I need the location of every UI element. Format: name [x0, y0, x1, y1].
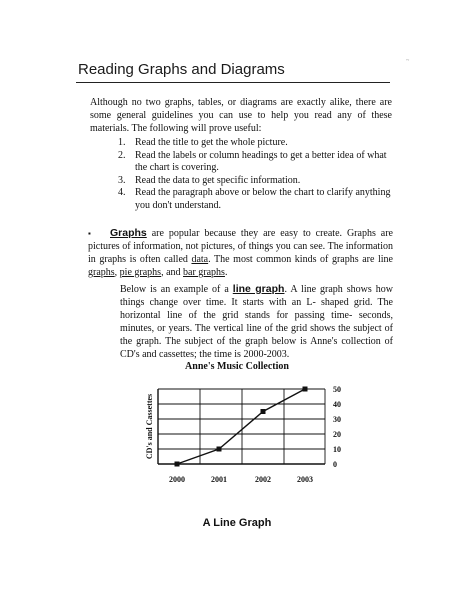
y-tick-label: 40	[333, 400, 341, 409]
y-tick-label: 0	[333, 460, 337, 469]
x-tick-label: 2001	[211, 475, 227, 484]
line-graph-lead: Below is an example of a	[120, 284, 233, 295]
list-text: Read the title to get the whole picture.	[135, 137, 288, 148]
page-title: Reading Graphs and Diagrams	[78, 61, 285, 78]
bullet-icon: ▪	[88, 229, 91, 238]
x-tick-label: 2000	[169, 475, 185, 484]
list-text: Read the labels or column headings to get a better idea of what the chart is covering.	[135, 149, 387, 173]
data-word: data	[191, 254, 209, 265]
list-number: 3.	[118, 174, 126, 186]
data-point	[303, 387, 308, 392]
list-number: 2.	[118, 149, 126, 161]
intro-paragraph: Although no two graphs, tables, or diagrams are exactly alike, there are some general guidelines you can use to help you read any of these materials. The following will prove useful:	[90, 97, 392, 134]
corner-mark: ~	[406, 58, 410, 64]
figure-caption: A Line Graph	[202, 517, 272, 529]
separator: , and	[161, 267, 184, 278]
bar-graphs-word: bar graphs	[183, 267, 225, 278]
list-text: Read the paragraph above or below the chart to clarify anything you don't understand.	[135, 187, 391, 211]
graphs-text-2: . The most common kinds of graphs are line	[208, 254, 393, 265]
y-tick-label: 20	[333, 430, 341, 439]
y-axis-label: CD's and Cassettes	[145, 393, 154, 460]
x-tick-label: 2002	[255, 475, 271, 484]
data-point	[175, 462, 180, 467]
period: .	[224, 267, 228, 278]
graphs-text-1: are popular because they are easy to create. Graphs are pictures of information, not pictures, of things you can see. The information in graphs is often called	[88, 228, 393, 265]
separator: ,	[114, 267, 120, 278]
x-tick-label: 2003	[297, 475, 313, 484]
y-tick-label: 50	[333, 385, 341, 394]
data-point	[217, 447, 222, 452]
graphs-word: graphs	[88, 267, 115, 278]
series-line	[177, 389, 305, 464]
data-point	[261, 409, 266, 414]
list-text: Read the data to get specific information.	[135, 174, 301, 186]
list-number: 1.	[118, 137, 126, 148]
pie-graphs-word: pie graphs	[119, 267, 162, 278]
chart-title: Anne's Music Collection	[185, 361, 289, 372]
list-number: 4.	[118, 187, 126, 198]
line-graph-rest: . A line graph shows how things change over time. It starts with an L- shaped grid. The horizontal line of the grid stands for passing time- seconds, minutes, or years. The vertical line of the grid shows the subject of the graph. The subject of the graph below is Anne's collection of CD's and cassettes; the time is 2000-2003.	[120, 284, 393, 360]
line-graph-term: line graph	[232, 283, 285, 295]
y-tick-label: 30	[333, 415, 341, 424]
graphs-term: Graphs	[110, 227, 147, 239]
y-tick-label: 10	[333, 445, 341, 454]
